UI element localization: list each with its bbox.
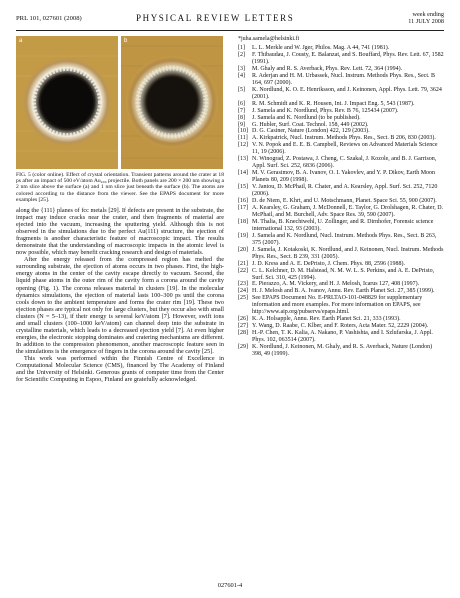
week-ending-label: week ending: [412, 11, 444, 18]
right-column: [238, 36, 444, 358]
figure-panel-a: [16, 36, 118, 169]
reference-item: [238, 142, 444, 156]
reference-number: [5]: [238, 86, 245, 93]
reference-text: J. Samela, J. Kotakoski, K. Nordlund, and J. Keinonen, Nucl. Instrum. Methods Phys. Res., Sect. B 239, 331 (2005).: [252, 246, 444, 260]
reference-item: [238, 330, 444, 344]
reference-text: J. Samela and K. Nordlund, Phys. Rev. B 76, 125434 (2007).: [252, 107, 399, 114]
reference-number: [24]: [238, 288, 248, 295]
reference-item: [238, 268, 444, 282]
reference-number: [28]: [238, 330, 248, 337]
reference-item: [238, 233, 444, 247]
reference-item: [238, 66, 444, 73]
issue-date: [408, 11, 444, 25]
reference-text: H.-P. Chen, T. K. Kalia, A. Nakano, P. Vashishta, and I. Szlufarska, J. Appl. Phys. 102, 063514 (2007).: [252, 330, 433, 344]
reference-text: F. Thibaudau, J. Cousty, E. Balanzat, and S. Bouffard, Phys. Rev. Lett. 67, 1582 (1991).: [252, 52, 444, 65]
reference-item: [238, 156, 444, 170]
reference-text: Y. Wang, D. Raabe, C. Klber, and F. Roters, Acta Mater. 52, 2229 (2004).: [252, 323, 429, 330]
reference-number: [17]: [238, 204, 248, 211]
reference-text: J. Samela and K. Nordlund (to be published).: [252, 114, 361, 121]
journal-title: PHYSICAL REVIEW LETTERS: [136, 13, 295, 23]
reference-number: [16]: [238, 198, 248, 205]
left-column: [16, 36, 224, 383]
reference-number: [7]: [238, 107, 245, 114]
reference-number: [19]: [238, 232, 248, 239]
reference-text: See EPAPS Document No. E-PRLTAO-101-048829 for supplementary information and more examples. For more information on EPAPS, see http://www.aip.org/pubservs/epaps.html.: [252, 295, 423, 316]
reference-number: [14]: [238, 170, 248, 177]
reference-number: [23]: [238, 281, 248, 288]
figure-caption: FIG. 5 (color online). Effect of crystal orientation. Transient patterns around the crater at 18 ps after an impact of 500 eV/atom Au₄₀₀ projectile. Both panels are 200 × 200 nm showing a 2 nm slice above the surface (a) and 1 nm slice just beneath the surface (b). The atoms are colored according to the distance from the viewer. See the EPAPS document for more examples [25].: [16, 172, 224, 203]
reference-item: [238, 247, 444, 261]
reference-item: [238, 205, 444, 219]
reference-item: [238, 52, 444, 66]
reference-item: [238, 115, 444, 122]
crater-image-b: [121, 36, 223, 169]
reference-number: [25]: [238, 295, 248, 302]
reference-number: [13]: [238, 156, 248, 163]
crater-image-a: [16, 36, 118, 169]
reference-item: [238, 135, 444, 142]
reference-text: A. Kearsley, G. Graham, J. McDonnell, E. Taylor, G. Drolshagen, R. Chater, D. McPhail, and M. Burchell, Adv. Space Res. 39, 590 (2007).: [252, 204, 444, 218]
issue-date-value: 11 JULY 2008: [408, 18, 444, 25]
reference-number: [4]: [238, 72, 245, 79]
reference-number: [12]: [238, 142, 248, 149]
reference-item: [238, 344, 444, 358]
reference-item: [238, 219, 444, 233]
reference-text: E. Pierazzo, A. M. Vickery, and H. J. Melosh, Icarus 127, 408 (1997).: [252, 281, 420, 288]
figure-5: [16, 36, 224, 169]
body-paragraph: This work was performed within the Finnish Centre of Excellence in Computational Molecular Science (CMS), financed by The Academy of Finland and the University of Helsinki. Generous grants of computer time from the Center for Scientific Computing in Espoo, Finland are gratefully acknowledged.: [16, 355, 224, 384]
reference-item: [238, 45, 444, 52]
reference-number: [10]: [238, 128, 248, 135]
figure-panel-b: [121, 36, 223, 169]
reference-number: [29]: [238, 344, 248, 351]
reference-number: [26]: [238, 316, 248, 323]
reference-list: [238, 45, 444, 358]
reference-text: A. Kirkpatrick, Nucl. Instrum. Methods Phys. Res., Sect. B 206, 830 (2003).: [252, 135, 436, 142]
reference-item: [238, 101, 444, 108]
body-paragraph: After the energy released from the compressed region has melted the surrounding substrate, the ejection of atoms occurs in two phases. First, the high-energy atoms in the center of the cavity escape directly to vacuum. Second, the liquid phase atoms in the outer rim of the cavity form a corona around the cavity opening (Fig. 1). The corona releases material in clusters [19]. In the molecular dynamics simulations, the ejection of material lasts 100–300 ps until the corona cools down to the ambient temperature and forms the crater rim [19]. These two ejection phases are typical not only for large clusters, but they occur also with small clusters (N = 5–13), if their energy is several keV/atom [7]. However, swift ions and small clusters (100–1000 keV/atom) can channel deep into the substrate in crystalline materials, which leads to a decreased ejection yield [7]. At even higher energies, the electronic stopping dominates and cratering mechanisms are different. In addition to the compression phenomenon, another macroscopic feature seen in the simulations is the emergence of fingers in the corona around the cavity [25].: [16, 256, 224, 355]
reference-text: M. Thalia, B. Knechtwehl, U. Zollinger, and R. Dirnhofer, Forensic science international 132, 93 (2003).: [252, 218, 434, 232]
reference-item: [238, 87, 444, 101]
header-rule: [16, 30, 444, 31]
panel-b-label: b: [124, 38, 128, 44]
reference-text: M. Ghaly and R. S. Averback, Phys. Rev. Lett. 72, 364 (1994).: [252, 65, 403, 72]
reference-text: D. de Niem, E. Khrt, and U. Motschmann, Planet. Space Sci. 55, 900 (2007).: [252, 198, 437, 205]
reference-text: R. M. Schmidt and K. R. Housen, Int. J. Impact Eng. 5, 543 (1987).: [252, 100, 415, 107]
reference-number: [8]: [238, 114, 245, 121]
reference-item: [238, 261, 444, 268]
reference-text: M. V. Gerasimov, B. A. Ivanov, O. I. Yakovlev, and Y. P. Dikov, Earth Moon Planets 80, 209 (1998).: [252, 170, 436, 184]
reference-text: G. Hubler, Surf. Coat. Technol. 158, 449 (2002).: [252, 121, 369, 128]
reference-item: [238, 295, 444, 316]
reference-text: K. A. Holsapple, Annu. Rev. Earth Planet Sci. 21, 333 (1993).: [252, 316, 401, 323]
reference-text: H. J. Melosh and B. A. Ivanov, Annu. Rev. Earth Planet Sci. 27, 385 (1999).: [252, 288, 435, 295]
reference-number: [15]: [238, 184, 248, 191]
journal-reference: PRL 101, 027601 (2008): [16, 15, 82, 22]
reference-number: [3]: [238, 65, 245, 72]
reference-item: [238, 170, 444, 184]
reference-text: J. D. Kress and A. E. DePristo, J. Chem. Phys. 88, 2596 (1988).: [252, 260, 405, 267]
panel-a-label: a: [19, 38, 23, 44]
reference-item: [238, 198, 444, 205]
reference-number: [1]: [238, 45, 245, 52]
reference-text: D. G. Casiner, Nature (London) 422, 129 (2003).: [252, 128, 370, 135]
reference-number: [2]: [238, 52, 245, 58]
reference-number: [11]: [238, 135, 248, 142]
reference-text: K. Nordlund, J. Keinonen, M. Ghaly, and R. S. Averback, Nature (London) 398, 49 (1999).: [252, 344, 433, 357]
reference-text: V. N. Popok and E. E. B. Campbell, Reviews on Advanced Materials Science 11, 19 (2006).: [252, 142, 438, 156]
reference-number: [18]: [238, 218, 248, 225]
reference-item: [238, 108, 444, 115]
reference-text: C. L. Kelchner, D. M. Halstead, N. M. W. L. S. Perkins, and A. E. DePristo, Surf. Sci. 310, 425 (1994).: [252, 267, 435, 281]
reference-text: J. Samela and K. Nordlund, Nucl. Instrum. Methods Phys. Res., Sect. B 263, 375 (2007).: [252, 232, 437, 246]
reference-number: [9]: [238, 121, 245, 128]
reference-item: [238, 184, 444, 198]
body-text: [16, 207, 224, 383]
body-paragraph: along the {111} planes of fcc metals [29]. If defects are present in the substrate, the impact may induce cracks near the crater, and then fragments of material are ejected into the vacuum, increasing the sputtering yield. Although this is not observed in the simulations due to the perfect Au(111) structure, the ejection of fragments is another characteristic feature of macroscopic impact. The results demonstrate that the understanding of macroscopic impacts in the atomic level is now possible, which may benefit cracking research and design of materials.: [16, 207, 224, 257]
reference-number: [27]: [238, 323, 248, 330]
reference-number: [6]: [238, 100, 245, 107]
reference-text: L. L. Merkle and W. Jger, Philos. Mag. A 44, 741 (1981).: [252, 45, 390, 52]
reference-text: K. Nordlund, K. O. E. Henriksson, and J. Keinonen, Appl. Phys. Lett. 79, 3624 (2001).: [252, 86, 442, 100]
reference-item: [238, 73, 444, 87]
reference-number: [21]: [238, 260, 248, 267]
reference-number: [20]: [238, 246, 248, 253]
reference-text: R. Aderjan and H. M. Urbassek, Nucl. Instrum. Methods Phys. Res., Sect. B 164, 697 (2000).: [252, 72, 435, 86]
reference-number: [22]: [238, 267, 248, 274]
reference-text: N. Winograd, Z. Postawa, J. Cheng, C. Szakal, J. Kozole, and B. J. Garrison, Appl. Surf. Sci. 252, 6836 (2006).: [252, 156, 437, 170]
reference-text: V. Jantou, D. McPhail, R. Chater, and A. Kearsley, Appl. Surf. Sci. 252, 7120 (2006).: [252, 184, 438, 198]
author-email: *juha.samela@helsinki.fi: [238, 36, 300, 42]
page-number: 027601-4: [217, 582, 243, 589]
